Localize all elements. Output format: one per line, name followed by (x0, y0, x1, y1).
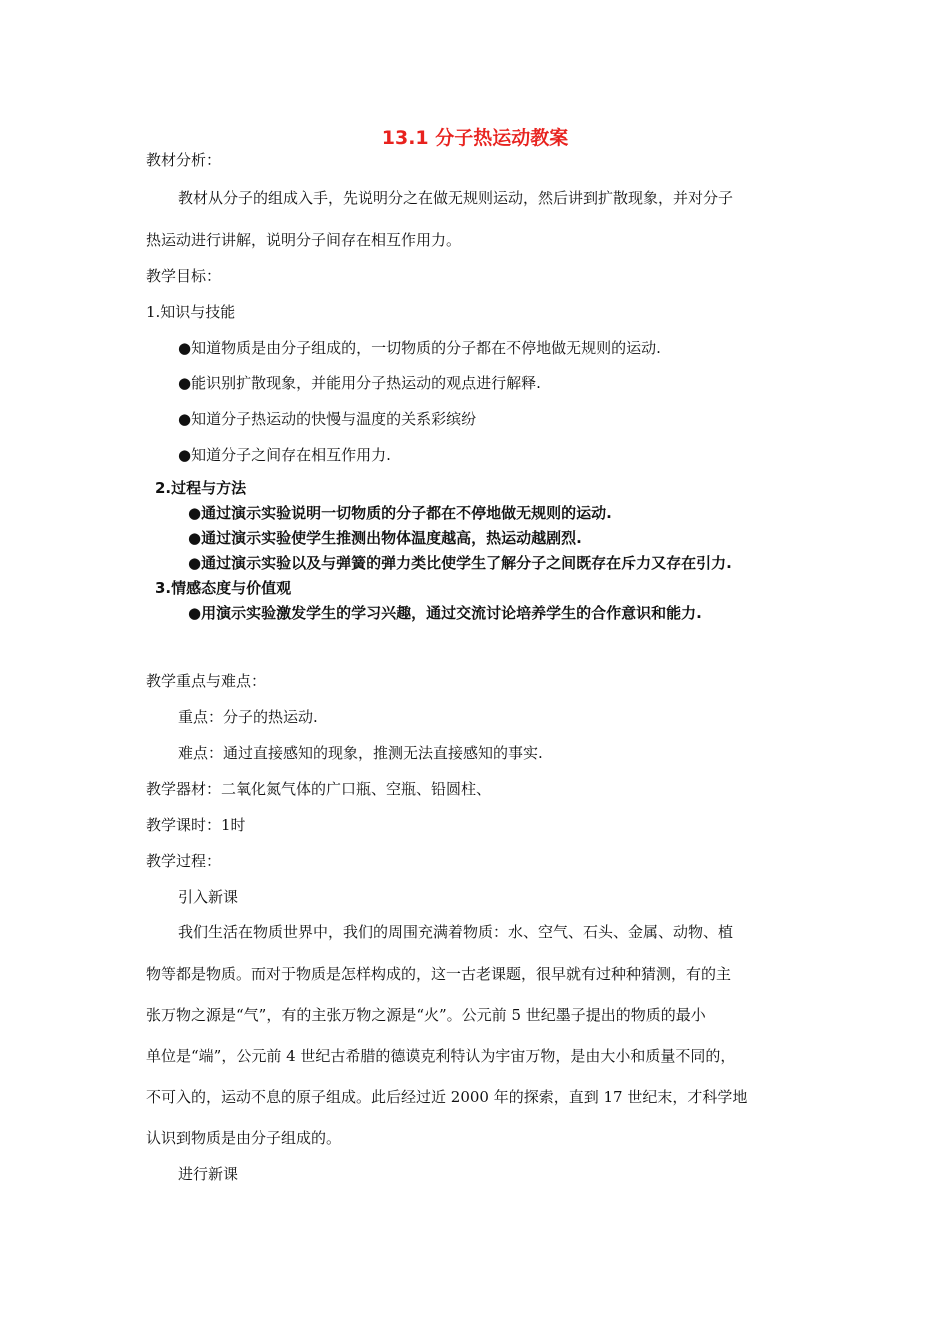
intro-paragraph-line: 不可入的，运动不息的原子组成。此后经过近 2000 年的探索，直到 17 世纪末，才科学地 (146, 1088, 748, 1106)
intro-heading: 引入新课 (178, 888, 239, 906)
goal2-heading: 2.过程与方法 (155, 479, 247, 497)
analysis-paragraph-line-1: 教材从分子的组成入手，先说明分之在做无规则运动，然后讲到扩散现象，并对分子 (178, 189, 734, 207)
goal1-heading: 1.知识与技能 (146, 303, 236, 321)
goal2-item: ●通过演示实验使学生推测出物体温度越高，热运动越剧烈. (188, 529, 582, 547)
intro-paragraph-line: 单位是“端”，公元前 4 世纪古希腊的德谟克利特认为宇宙万物，是由大小和质量不同的， (146, 1047, 736, 1065)
goal1-item: ●知道分子热运动的快慢与温度的关系彩缤纷 (178, 410, 477, 428)
goals-heading: 教学目标： (146, 267, 222, 285)
goal3-item: ●用演示实验激发学生的学习兴趣，通过交流讨论培养学生的合作意识和能力. (188, 604, 702, 622)
intro-paragraph-line: 物等都是物质。而对于物质是怎样构成的，这一古老课题，很早就有过种种猜测，有的主 (146, 965, 732, 983)
difficult-point: 难点：通过直接感知的现象，推测无法直接感知的事实. (178, 744, 543, 762)
page-title: 13.1 分子热运动教案 (381, 127, 569, 149)
key-point: 重点：分子的热运动. (178, 708, 318, 726)
goal1-item: ●能识别扩散现象，并能用分子热运动的观点进行解释. (178, 374, 541, 392)
analysis-paragraph-line-2: 热运动进行讲解，说明分子间存在相互作用力。 (146, 231, 462, 249)
goal2-item: ●通过演示实验以及与弹簧的弹力类比使学生了解分子之间既存在斥力又存在引力. (188, 554, 732, 572)
goal3-heading: 3.情感态度与价值观 (155, 579, 292, 597)
goal1-item: ●知道物质是由分子组成的，一切物质的分子都在不停地做无规则的运动. (178, 339, 661, 357)
new-lesson-heading: 进行新课 (178, 1165, 239, 1183)
equipment-line: 教学器材：二氧化氮气体的广口瓶、空瓶、铅圆柱、 (146, 780, 492, 798)
process-heading: 教学过程： (146, 852, 222, 870)
goal1-item: ●知道分子之间存在相互作用力. (178, 446, 391, 464)
key-points-heading: 教学重点与难点： (146, 672, 267, 690)
hours-line: 教学课时：1时 (146, 816, 246, 834)
intro-paragraph-line: 张万物之源是“气”，有的主张万物之源是“火”。公元前 5 世纪墨子提出的物质的最小 (146, 1006, 706, 1024)
analysis-heading: 教材分析： (146, 151, 222, 169)
intro-paragraph-line: 认识到物质是由分子组成的。 (146, 1129, 342, 1147)
intro-paragraph-line: 我们生活在物质世界中，我们的周围充满着物质：水、空气、石头、金属、动物、植 (178, 923, 734, 941)
goal2-item: ●通过演示实验说明一切物质的分子都在不停地做无规则的运动. (188, 504, 612, 522)
